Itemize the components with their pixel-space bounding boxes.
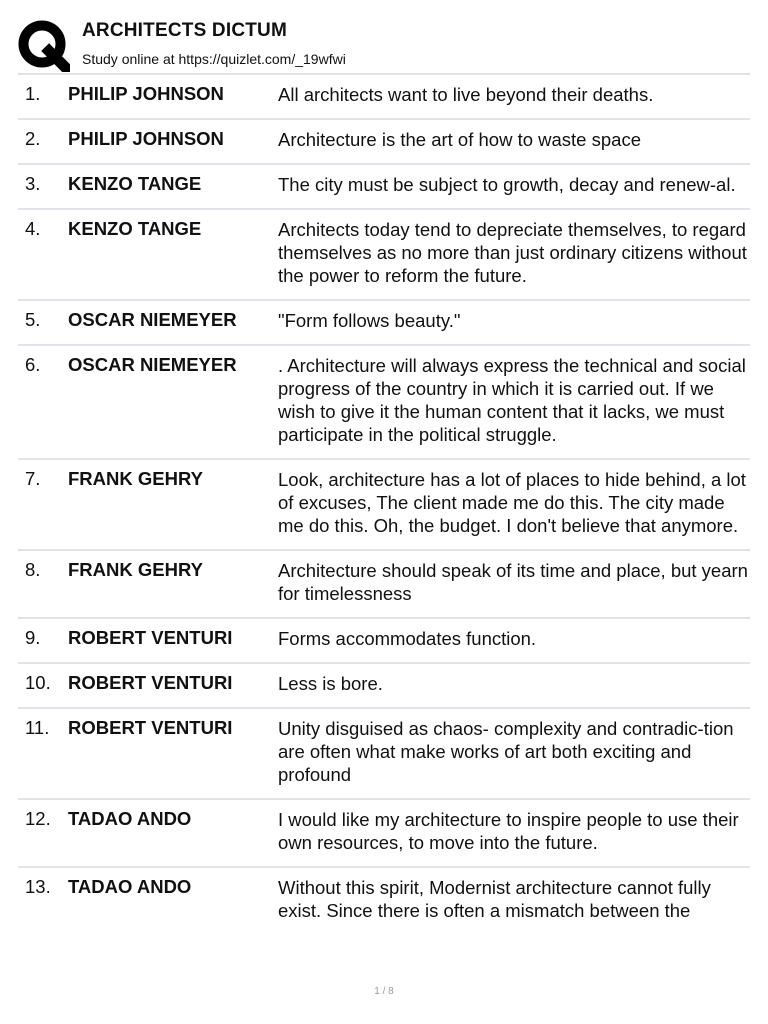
row-definition: Architecture should speak of its time and place, but yearn for timelessness bbox=[278, 560, 748, 604]
row-number: 5. bbox=[25, 309, 41, 330]
row-number: 8. bbox=[25, 559, 41, 580]
term-row bbox=[18, 617, 750, 662]
row-definition: Unity disguised as chaos- complexity and contradic-tion are often what make works of art both exciting and profound bbox=[278, 718, 734, 785]
term-row bbox=[18, 208, 750, 299]
term-row bbox=[18, 73, 750, 118]
row-term: TADAO ANDO bbox=[68, 808, 192, 829]
study-online-link[interactable]: Study online at https://quizlet.com/_19wfwi bbox=[82, 51, 346, 67]
row-number: 4. bbox=[25, 218, 41, 239]
row-definition: Without this spirit, Modernist architecture cannot fully exist. Since there is often a mismatch between the bbox=[278, 877, 711, 921]
row-number: 1. bbox=[25, 83, 41, 104]
row-term: ROBERT VENTURI bbox=[68, 672, 233, 693]
row-definition: "Form follows beauty." bbox=[278, 310, 461, 331]
row-definition: All architects want to live beyond their deaths. bbox=[278, 84, 654, 105]
row-number: 13. bbox=[25, 876, 51, 897]
row-definition: Look, architecture has a lot of places to hide behind, a lot of excuses, The client made me do this. The city made me do this. Oh, the budget. I don't believe that anymore. bbox=[278, 469, 746, 536]
row-number: 6. bbox=[25, 354, 41, 375]
row-term: ROBERT VENTURI bbox=[68, 627, 233, 648]
row-number: 9. bbox=[25, 627, 41, 648]
row-definition: . Architecture will always express the technical and social progress of the country in which it is carried out. If we wish to give it the human content that it lacks, we must participate in the political struggle. bbox=[278, 355, 746, 445]
row-term: OSCAR NIEMEYER bbox=[68, 354, 237, 375]
row-number: 12. bbox=[25, 808, 51, 829]
row-definition: Architecture is the art of how to waste space bbox=[278, 129, 641, 150]
row-definition: Forms accommodates function. bbox=[278, 628, 537, 649]
term-row bbox=[18, 118, 750, 163]
term-row bbox=[18, 344, 750, 458]
term-row bbox=[18, 662, 750, 707]
row-definition: The city must be subject to growth, decay and renew-al. bbox=[278, 174, 736, 195]
header bbox=[18, 18, 750, 74]
row-number: 3. bbox=[25, 173, 41, 194]
term-list bbox=[18, 73, 750, 934]
row-number: 11. bbox=[25, 717, 50, 738]
row-term: PHILIP JOHNSON bbox=[68, 83, 224, 104]
row-term: ROBERT VENTURI bbox=[68, 717, 233, 738]
row-definition: Architects today tend to depreciate themselves, to regard themselves as no more than just ordinary citizens without the power to reform the future. bbox=[278, 219, 747, 286]
quizlet-logo-icon bbox=[18, 20, 70, 72]
row-term: FRANK GEHRY bbox=[68, 559, 203, 580]
row-term: PHILIP JOHNSON bbox=[68, 128, 224, 149]
term-row bbox=[18, 458, 750, 549]
term-row bbox=[18, 798, 750, 866]
row-term: FRANK GEHRY bbox=[68, 468, 203, 489]
term-row bbox=[18, 299, 750, 344]
term-row bbox=[18, 707, 750, 798]
page-indicator: 1 / 8 bbox=[374, 986, 394, 997]
row-term: KENZO TANGE bbox=[68, 173, 202, 194]
term-row bbox=[18, 163, 750, 208]
row-definition: I would like my architecture to inspire people to use their own resources, to move into the future. bbox=[278, 809, 739, 853]
row-term: OSCAR NIEMEYER bbox=[68, 309, 237, 330]
row-number: 10. bbox=[25, 672, 51, 693]
term-row bbox=[18, 549, 750, 617]
term-row bbox=[18, 866, 750, 934]
row-term: TADAO ANDO bbox=[68, 876, 192, 897]
page-title: ARCHITECTS DICTUM bbox=[82, 20, 287, 41]
row-number: 7. bbox=[25, 468, 41, 489]
row-definition: Less is bore. bbox=[278, 673, 383, 694]
row-term: KENZO TANGE bbox=[68, 218, 202, 239]
row-number: 2. bbox=[25, 128, 41, 149]
